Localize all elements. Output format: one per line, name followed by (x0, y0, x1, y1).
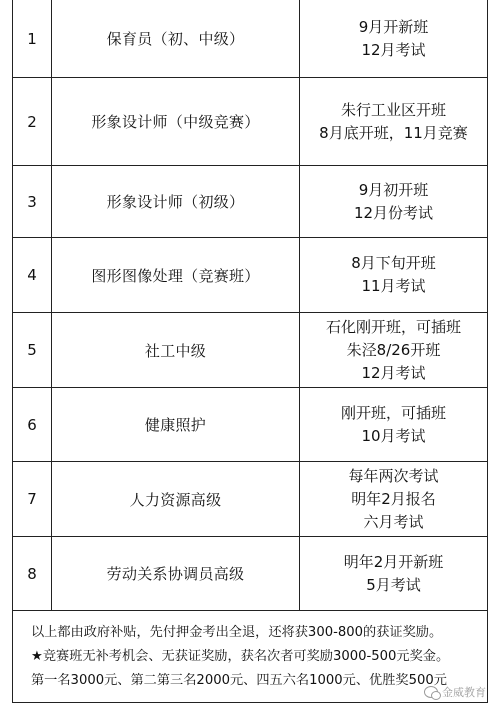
course-name: 保育员（初、中级） (52, 0, 300, 77)
course-name: 图形图像处理（竞赛班） (52, 238, 300, 312)
table-row (13, 238, 487, 313)
watermark-text: 金威教育 (442, 686, 486, 699)
row-number: 7 (13, 462, 52, 536)
schedule-line: 12月考试 (361, 40, 426, 59)
course-name: 形象设计师（中级竞赛） (52, 78, 300, 165)
schedule-line: 9月初开班 (358, 180, 429, 199)
course-name: 人力资源高级 (52, 462, 300, 536)
schedule-cell (300, 462, 487, 536)
row-number: 3 (13, 166, 52, 237)
row-number: 1 (13, 0, 52, 77)
table-row (13, 537, 487, 611)
schedule-cell (300, 238, 487, 312)
schedule-line: 朱行工业区开班 (340, 100, 446, 119)
footnote-line: ★竞赛班无补考机会、无获证奖励，获名次者可奖励3000-500元奖金。 (31, 649, 450, 664)
schedule-line: 8月底开班，11月竞赛 (319, 123, 468, 142)
schedule-line: 12月考试 (361, 363, 426, 382)
schedule-line: 刚开班，可插班 (340, 403, 446, 422)
schedule-line: 11月考试 (361, 277, 426, 295)
schedule-line: 明年2月开新班 (343, 552, 444, 571)
schedule-cell (300, 0, 487, 77)
watermark (424, 684, 486, 700)
schedule-cell (300, 313, 487, 387)
footnote-line: 第一名3000元、第二第三名2000元、四五六名1000元、优胜奖500元 (31, 673, 447, 688)
footnote-line: 以上都由政府补贴，先付押金考出全退，还将获300-800的获证奖励。 (31, 625, 443, 640)
course-name: 社工中级 (52, 313, 300, 387)
table-row (13, 78, 487, 166)
course-name: 形象设计师（初级） (52, 166, 300, 237)
schedule-line: 石化刚开班，可插班 (325, 317, 461, 336)
table-row (13, 313, 487, 388)
row-number: 4 (13, 238, 52, 312)
row-number: 6 (13, 388, 52, 461)
schedule-cell (300, 166, 487, 237)
table-row (13, 0, 487, 78)
schedule-line: 8月下旬开班 (351, 254, 436, 272)
table-row (13, 462, 487, 537)
schedule-cell (300, 537, 487, 610)
schedule-line: 10月考试 (361, 426, 426, 445)
schedule-line: 12月份考试 (353, 203, 434, 222)
schedule-line: 5月考试 (366, 575, 421, 594)
course-name: 劳动关系协调员高级 (52, 537, 300, 610)
schedule-cell (300, 78, 487, 165)
table-row (13, 388, 487, 462)
schedule-line: 每年两次考试 (348, 466, 439, 485)
row-number: 5 (13, 313, 52, 387)
course-table (12, 0, 488, 703)
course-name: 健康照护 (52, 388, 300, 461)
schedule-line: 朱泾8/26开班 (346, 340, 441, 359)
schedule-cell (300, 388, 487, 461)
table-row (13, 166, 487, 238)
row-number: 8 (13, 537, 52, 610)
schedule-line: 9月开新班 (358, 17, 429, 36)
schedule-line: 六月考试 (363, 512, 424, 531)
row-number: 2 (13, 78, 52, 165)
wechat-icon (424, 686, 438, 698)
schedule-line: 明年2月报名 (351, 489, 436, 508)
footnote (13, 611, 487, 703)
